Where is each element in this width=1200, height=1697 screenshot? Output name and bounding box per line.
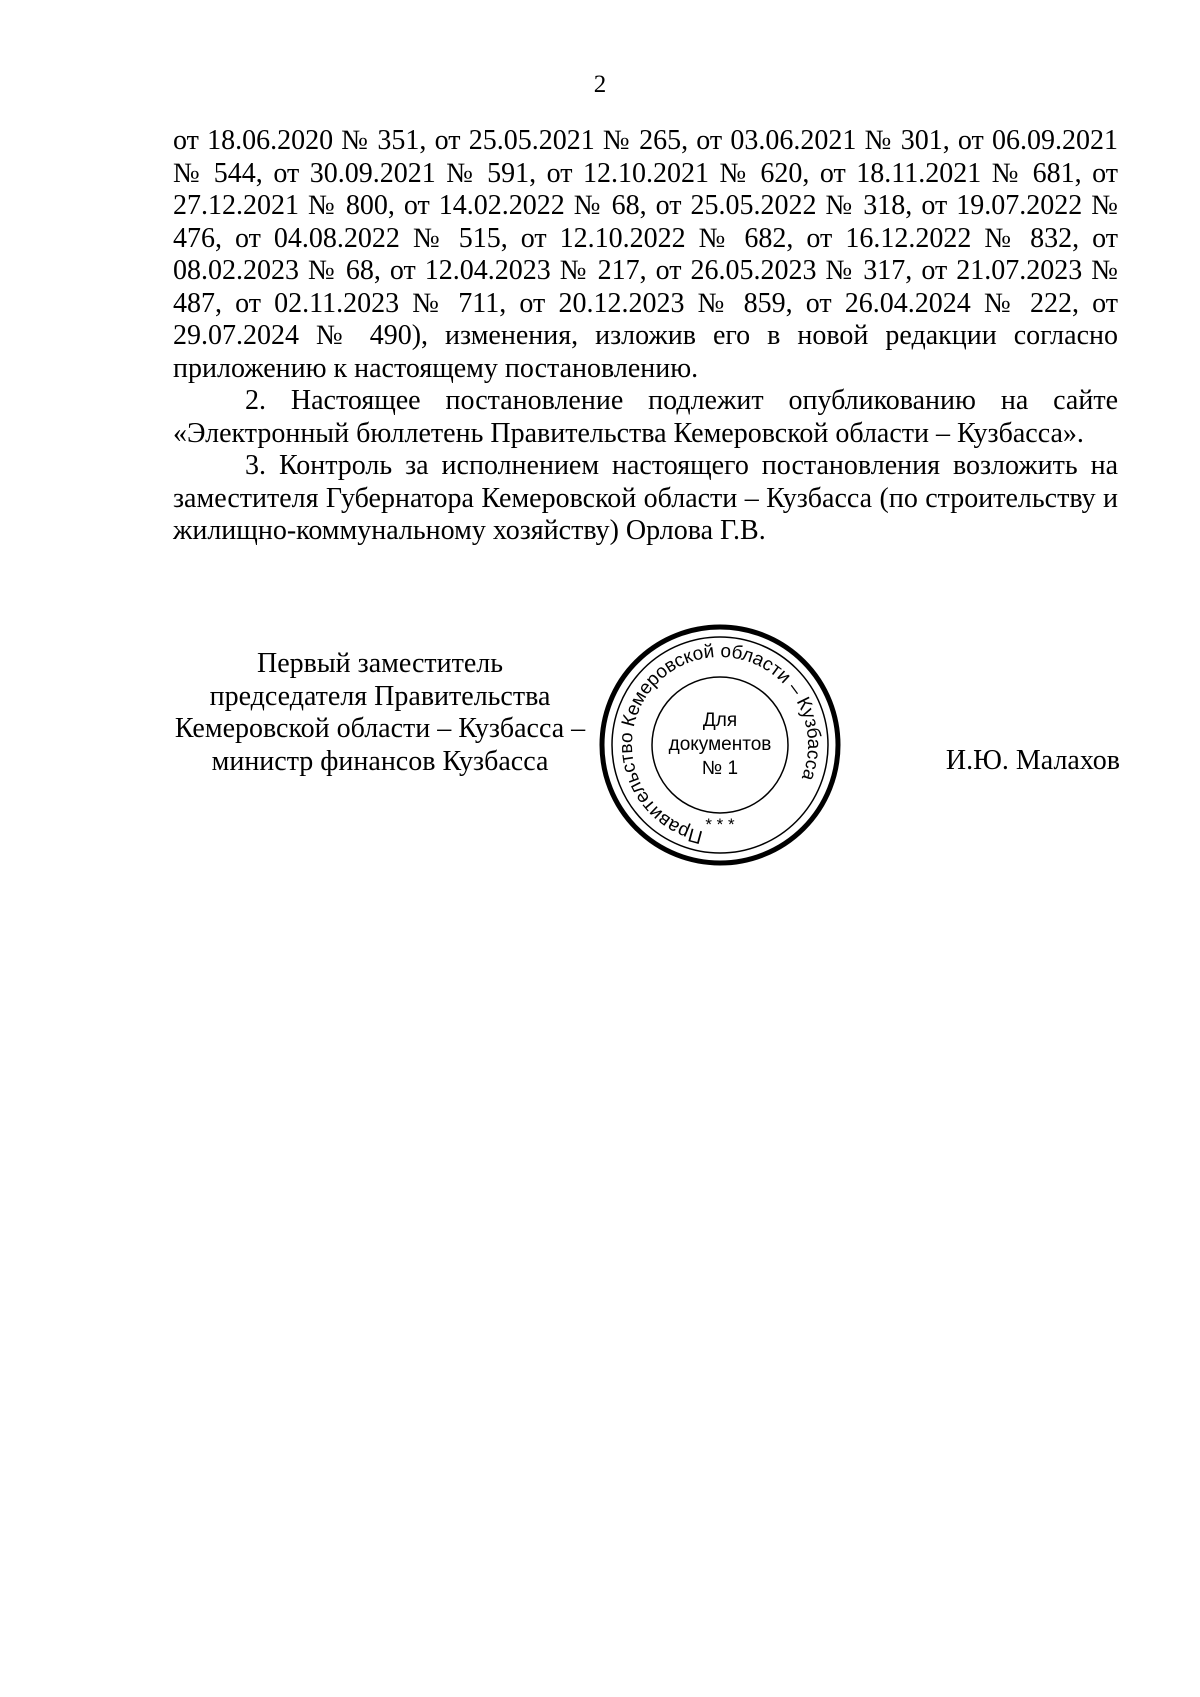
page-number: 2 bbox=[593, 71, 607, 98]
signatory-title-line: Кемеровской области – Кузбасса – bbox=[174, 713, 586, 744]
signatory-title-line: министр финансов Кузбасса bbox=[211, 745, 549, 777]
paragraph-publication: 2. Настоящее постановление подлежит опубликованию на сайте «Электронный бюллетень Правительства Кемеровской области – Кузбасса». bbox=[173, 385, 1118, 449]
stamp-center-line: документов bbox=[668, 734, 772, 755]
stamp-ring-text: Правительство Кемеровской области – Кузбасса bbox=[615, 640, 825, 848]
stamp-graphic bbox=[595, 620, 845, 870]
signatory-title-line: Первый заместитель bbox=[256, 648, 504, 679]
paragraph-control: 3. Контроль за исполнением настоящего постановления возложить на заместителя Губернатора Кемеровской области – Кузбасса (по строительству и жилищно-коммунальному хозяйству) Орлова Г.В. bbox=[173, 450, 1118, 546]
signatory-title-line: председателя Правительства bbox=[209, 680, 551, 712]
document-body bbox=[173, 125, 1118, 548]
signatory-title bbox=[160, 648, 600, 778]
signer-name: И.Ю. Малахов bbox=[945, 745, 1120, 776]
paragraph-amendments-list: от 18.06.2020 № 351, от 25.05.2021 № 265, от 03.06.2021 № 301, от 06.09.2021 № 544, от 30.09.2021 № 591, от 12.10.2021 № 620, от 18.11.2021 № 681, от 27.12.2021 № 800, от 14.02.2022 № 68, от 25.05.2022 № 318, от 19.07.2022 № 476, от 04.08.2022 № 515, от 12.10.2022 № 682, от 16.12.2022 № 832, от 08.02.2023 № 68, от 12.04.2023 № 217, от 26.05.2023 № 317, от 21.07.2023 № 487, от 02.11.2023 № 711, от 20.12.2023 № 859, от 26.04.2024 № 222, от 29.07.2024 № 490), изменения, изложив его в новой редакции согласно приложению к настоящему постановлению. bbox=[173, 125, 1118, 384]
official-stamp bbox=[595, 620, 845, 870]
stamp-center-line: № 1 bbox=[701, 758, 739, 779]
stamp-center-line: Для bbox=[702, 710, 738, 731]
stamp-stars: * * * bbox=[705, 815, 735, 834]
